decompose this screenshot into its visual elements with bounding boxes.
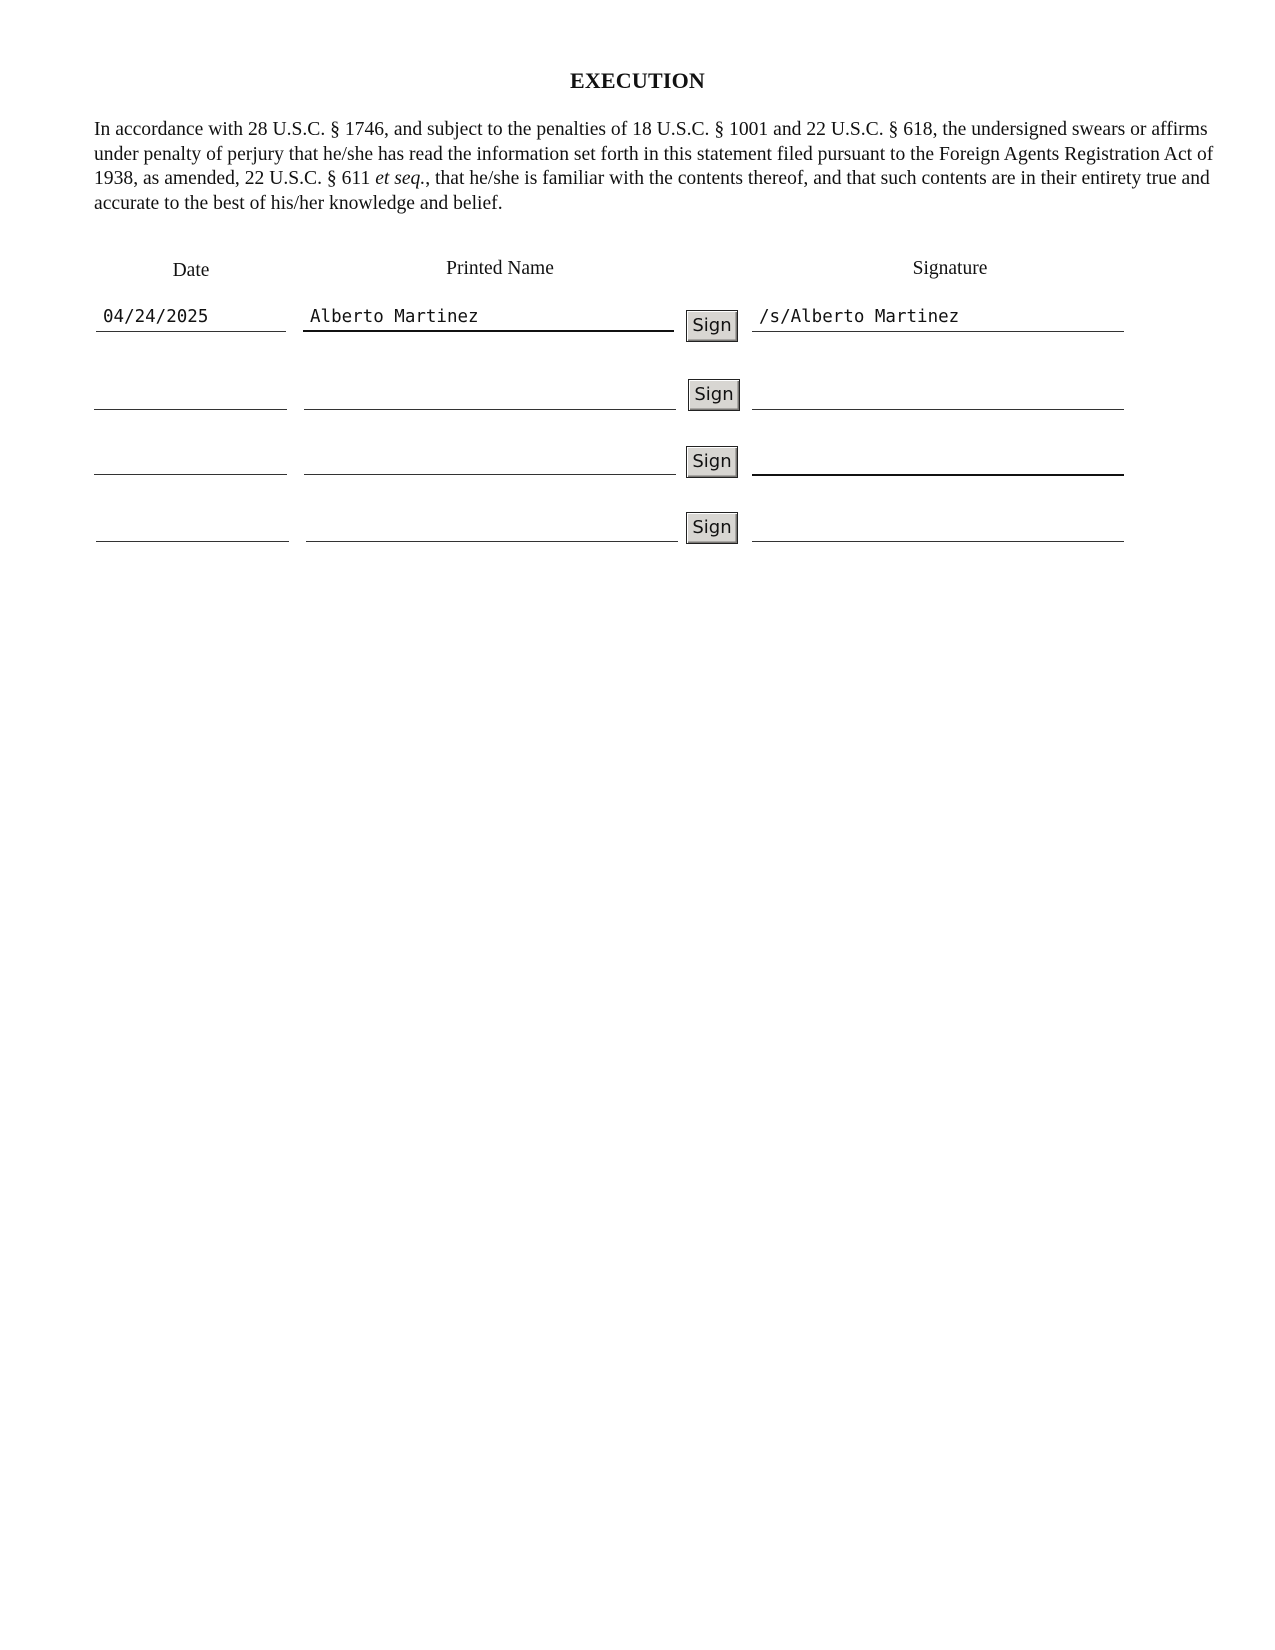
date-field-row-3[interactable] [94, 445, 287, 475]
signature-field-row-1[interactable]: /s/Alberto Martinez [752, 302, 1124, 332]
statement-text-part-2: , that he/she is familiar with the contents thereof, and that such contents are in their entirety true and accurate to the best of his/her knowledge and belief. [94, 168, 1210, 214]
date-column-header: Date [172, 260, 210, 281]
execution-statement [94, 118, 1224, 216]
printed-name-field-row-1[interactable]: Alberto Martinez [303, 302, 674, 332]
signature-column-header: Signature [912, 258, 988, 279]
signature-field-row-3[interactable] [752, 446, 1124, 476]
statement-text-part-1: In accordance with 28 U.S.C. § 1746, and subject to the penalties of 18 U.S.C. § 1001 and 22 U.S.C. § 618, the undersigned swears or affirms under penalty of perjury that he/she has read the information set forth in this statement filed pursuant to the Foreign Agents Registration Act of 1938, as amended, 22 U.S.C. § 611 [94, 119, 1214, 189]
statement-text-italic: et seq. [375, 168, 426, 189]
page-title: EXECUTION [569, 68, 706, 93]
date-field-row-1[interactable]: 04/24/2025 [96, 302, 286, 332]
sign-button-row-4[interactable]: Sign [686, 512, 738, 544]
date-field-row-4[interactable] [96, 512, 289, 542]
printed-name-field-row-2[interactable] [304, 380, 676, 410]
date-field-row-2[interactable] [94, 380, 287, 410]
printed-name-field-row-4[interactable] [306, 512, 678, 542]
printed-name-field-row-3[interactable] [304, 445, 676, 475]
sign-button-row-1[interactable]: Sign [686, 310, 738, 342]
sign-button-row-2[interactable]: Sign [688, 379, 740, 411]
printed-name-column-header: Printed Name [446, 258, 554, 279]
sign-button-row-3[interactable]: Sign [686, 446, 738, 478]
signature-field-row-2[interactable] [752, 380, 1124, 410]
signature-field-row-4[interactable] [752, 512, 1124, 542]
